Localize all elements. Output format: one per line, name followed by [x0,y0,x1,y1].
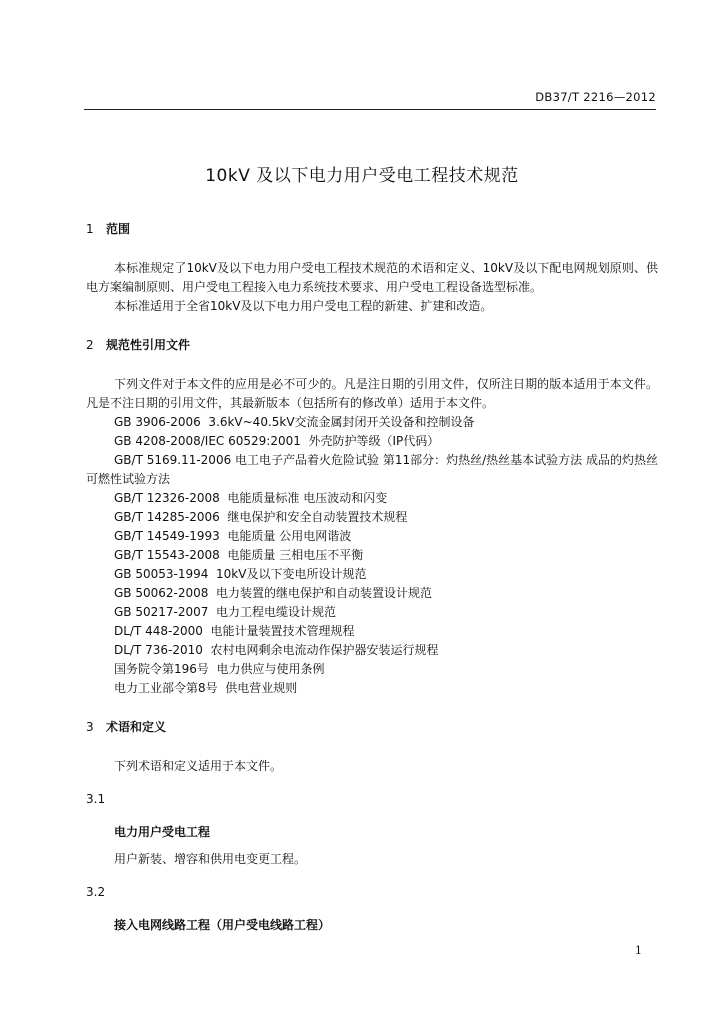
document-code: DB37/T 2216—2012 [535,90,656,104]
section-number: 2 [86,338,94,352]
reference-item: GB/T 15543-2008 电能质量 三相电压不平衡 [114,548,364,562]
section-number: 3 [86,720,94,734]
section-number: 1 [86,222,94,236]
reference-item: GB/T 14285-2006 继电保护和安全自动装置技术规程 [114,510,408,524]
term-title: 接入电网线路工程（用户受电线路工程） [114,918,331,932]
section-heading-terms-definitions [86,718,658,737]
paragraph: 本标准适用于全省10kV及以下电力用户受电工程的新建、扩建和改造。 [114,299,493,313]
term-number: 3.2 [86,885,106,899]
reference-item: 电力工业部令第8号 供电营业规则 [114,681,298,695]
section-title: 规范性引用文件 [106,338,191,352]
reference-item: GB 4208-2008/IEC 60529:2001 外壳防护等级（IP代码） [114,434,440,448]
term-number: 3.1 [86,792,106,806]
reference-item: 国务院令第196号 电力供应与使用条例 [114,662,325,676]
reference-item: GB/T 5169.11-2006 电工电子产品着火危险试验 第11部分：灼热丝/热丝基本试验方法 成品的灼热丝可燃性试验方法 [86,453,658,486]
section-heading-normative-references [86,336,658,355]
reference-item: DL/T 736-2010 农村电网剩余电流动作保护器安装运行规程 [114,643,439,657]
reference-item: DL/T 448-2000 电能计量装置技术管理规程 [114,624,355,638]
term-title: 电力用户受电工程 [114,825,211,839]
document-title: 10kV 及以下电力用户受电工程技术规范 [205,166,519,186]
term-definition: 用户新装、增容和供用电变更工程。 [114,852,307,866]
section-title: 范围 [106,222,131,236]
reference-item: GB 50062-2008 电力装置的继电保护和自动装置设计规范 [114,586,433,600]
reference-item: GB/T 14549-1993 电能质量 公用电网谐波 [114,529,352,543]
paragraph: 本标准规定了10kV及以下电力用户受电工程技术规范的术语和定义、10kV及以下配电网规划原则、供电方案编制原则、用户受电工程接入电力系统技术要求、用户受电工程设备选型标准。 [86,261,658,294]
document-body [86,220,658,935]
paragraph: 下列文件对于本文件的应用是必不可少的。凡是注日期的引用文件，仅所注日期的版本适用于本文件。凡是不注日期的引用文件，其最新版本（包括所有的修改单）适用于本文件。 [86,377,658,410]
section-heading-scope [86,220,658,239]
header-rule [84,109,656,110]
reference-item: GB 50053-1994 10kV及以下变电所设计规范 [114,567,367,581]
reference-item: GB/T 12326-2008 电能质量标准 电压波动和闪变 [114,491,388,505]
reference-item: GB 3906-2006 3.6kV~40.5kV交流金属封闭开关设备和控制设备 [114,415,475,429]
section-title: 术语和定义 [106,720,167,734]
reference-item: GB 50217-2007 电力工程电缆设计规范 [114,605,337,619]
page-number: 1 [635,944,642,957]
paragraph: 下列术语和定义适用于本文件。 [114,759,283,773]
